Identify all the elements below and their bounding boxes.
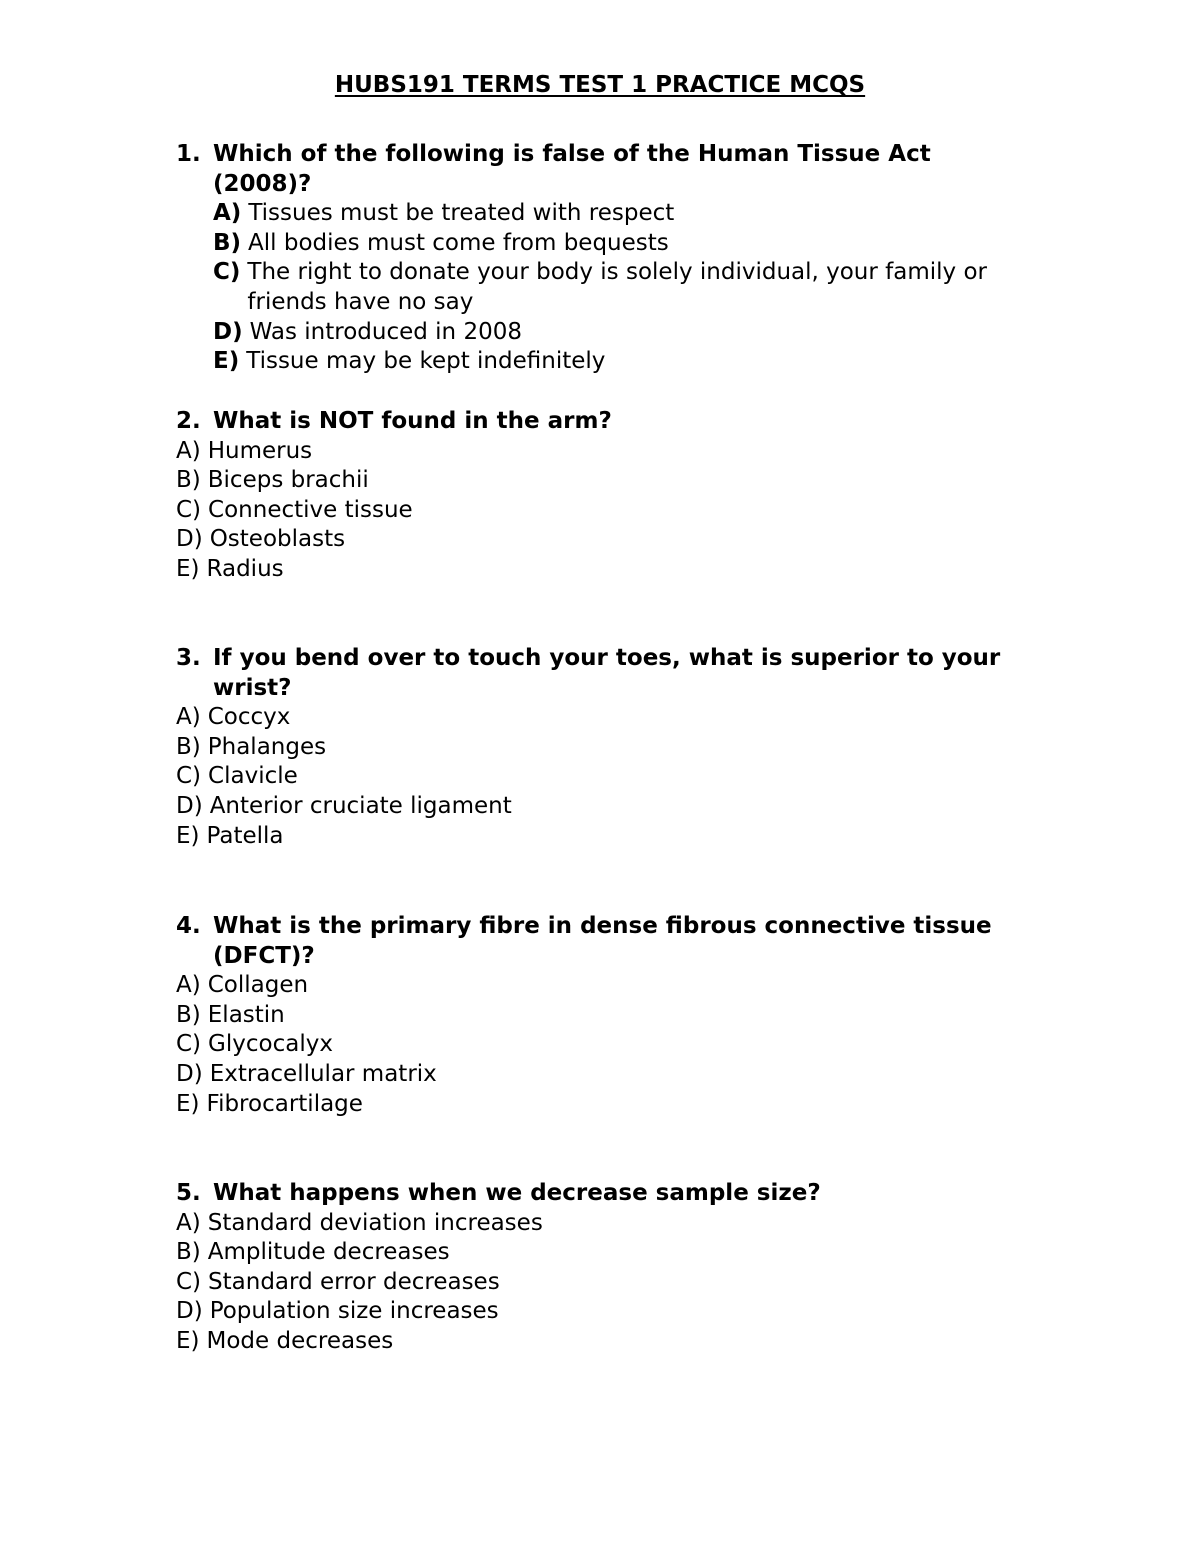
- option-text: Connective tissue: [208, 496, 413, 523]
- question-text: Which of the following is false of the Human Tissue Act (2008)?: [213, 141, 931, 197]
- question-text: What is NOT found in the arm?: [213, 408, 612, 434]
- option-text: Tissue may be kept indefinitely: [246, 348, 606, 375]
- option-letter: E): [176, 1327, 200, 1354]
- question-1: [176, 140, 1036, 377]
- option-letter: D): [176, 1298, 203, 1325]
- option-text: Fibrocartilage: [206, 1090, 363, 1117]
- question-header: [176, 140, 1036, 199]
- option-letter: C): [176, 496, 202, 523]
- question-number: 1.: [176, 141, 201, 167]
- option-letter: C): [176, 763, 202, 790]
- option-text: Extracellular matrix: [209, 1060, 437, 1087]
- answer-option: [176, 347, 1036, 377]
- option-letter: D): [213, 318, 243, 345]
- option-text: Phalanges: [207, 733, 327, 760]
- option-letter: E): [213, 348, 240, 375]
- answer-option: [176, 258, 1036, 317]
- option-text: Patella: [206, 822, 284, 849]
- answer-option: [176, 822, 1036, 852]
- option-letter: D): [176, 526, 203, 553]
- answer-option: [176, 437, 1036, 467]
- option-text: Humerus: [207, 437, 313, 464]
- option-letter: A): [176, 437, 201, 464]
- answer-option: [176, 496, 1036, 526]
- question-header: [176, 407, 1036, 437]
- option-letter: A): [176, 704, 201, 731]
- answer-option: [176, 1297, 1036, 1327]
- option-letter: A): [176, 1209, 201, 1236]
- option-letter: D): [176, 1060, 203, 1087]
- answer-option: [176, 1238, 1036, 1268]
- answer-option: [176, 1001, 1036, 1031]
- answer-option: [176, 733, 1036, 763]
- question-3: [176, 644, 1036, 851]
- answer-option: [176, 1090, 1036, 1120]
- option-text: Radius: [206, 555, 284, 582]
- option-letter: B): [176, 1001, 201, 1028]
- answer-option: [176, 762, 1036, 792]
- option-letter: B): [176, 467, 201, 494]
- option-text: Clavicle: [208, 763, 298, 790]
- answer-option: [176, 229, 1036, 259]
- option-text: Anterior cruciate ligament: [209, 792, 512, 819]
- question-text: What is the primary fibre in dense fibrous connective tissue (DFCT)?: [213, 913, 992, 969]
- question-number: 4.: [176, 913, 201, 939]
- answer-option: [176, 199, 1036, 229]
- option-text: Coccyx: [207, 704, 291, 731]
- answer-option: [176, 792, 1036, 822]
- option-letter: B): [213, 229, 242, 256]
- question-header: [176, 912, 1036, 971]
- option-text: Elastin: [207, 1001, 285, 1028]
- option-letter: E): [176, 1090, 200, 1117]
- question-text: What happens when we decrease sample size?: [213, 1180, 821, 1206]
- option-letter: D): [176, 792, 203, 819]
- option-text: All bodies must come from bequests: [248, 229, 669, 256]
- answer-option: [176, 466, 1036, 496]
- answer-option: [176, 1268, 1036, 1298]
- option-text: Osteoblasts: [209, 526, 346, 553]
- answer-option: [176, 1327, 1036, 1357]
- option-text: Mode decreases: [206, 1327, 394, 1354]
- option-letter: C): [213, 259, 241, 286]
- answer-option: [176, 1030, 1036, 1060]
- option-letter: E): [176, 555, 200, 582]
- answer-option: [176, 971, 1036, 1001]
- option-letter: B): [176, 733, 201, 760]
- answer-option: [176, 318, 1036, 348]
- option-text: Population size increases: [209, 1298, 499, 1325]
- answer-option: [176, 555, 1036, 585]
- question-5: [176, 1179, 1036, 1357]
- question-number: 5.: [176, 1180, 201, 1206]
- option-letter: B): [176, 1239, 201, 1266]
- option-letter: C): [176, 1268, 202, 1295]
- question-number: 3.: [176, 645, 201, 671]
- option-letter: E): [176, 822, 200, 849]
- question-header: [176, 644, 1036, 703]
- option-letter: A): [176, 972, 201, 999]
- answer-option: [176, 1209, 1036, 1239]
- option-text: The right to donate your body is solely individual, your family or friends have no say: [247, 259, 987, 315]
- page-title: HUBS191 TERMS TEST 1 PRACTICE MCQS: [334, 72, 866, 98]
- option-letter: C): [176, 1031, 202, 1058]
- option-text: Glycocalyx: [208, 1031, 333, 1058]
- option-letter: A): [213, 200, 242, 227]
- option-text: Standard deviation increases: [207, 1209, 543, 1236]
- answer-option: [176, 1060, 1036, 1090]
- option-text: Amplitude decreases: [207, 1239, 450, 1266]
- option-text: Was introduced in 2008: [249, 318, 522, 345]
- answer-option: [176, 525, 1036, 555]
- question-header: [176, 1179, 1036, 1209]
- question-number: 2.: [176, 408, 201, 434]
- option-text: Standard error decreases: [208, 1268, 500, 1295]
- question-4: [176, 912, 1036, 1119]
- question-2: [176, 407, 1036, 585]
- option-text: Collagen: [207, 972, 309, 999]
- option-text: Tissues must be treated with respect: [248, 200, 675, 227]
- answer-option: [176, 703, 1036, 733]
- question-text: If you bend over to touch your toes, what is superior to your wrist?: [213, 645, 1001, 701]
- option-text: Biceps brachii: [207, 467, 369, 494]
